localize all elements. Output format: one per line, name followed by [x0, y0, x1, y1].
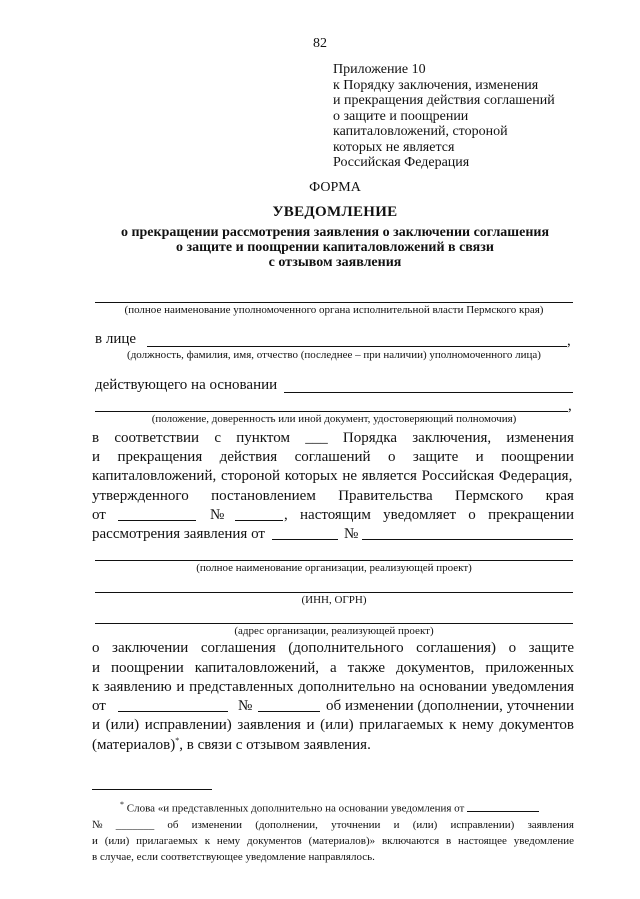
footnote-line-2: [92, 817, 574, 833]
word: заключения,: [412, 430, 492, 446]
footnote-number-blank[interactable]: _______: [115, 818, 155, 831]
subtitle-line: о защите и поощрении капиталовложений в связи: [176, 240, 494, 255]
word: и: [475, 449, 484, 465]
organization-field-line[interactable]: [95, 560, 573, 561]
comma: ,: [567, 333, 571, 349]
comma: ,: [568, 398, 572, 414]
word: №: [92, 818, 103, 831]
address-field-line[interactable]: [95, 623, 573, 624]
application-date-field[interactable]: [272, 539, 338, 540]
word: в: [92, 430, 100, 446]
person-field-line[interactable]: [147, 346, 567, 347]
appendix-line: к Порядку заключения, изменения: [333, 77, 539, 93]
footnote-date-blank[interactable]: [467, 799, 539, 812]
body-line-3: капиталовложений, стороной которых не является Российская Федерация,: [92, 468, 573, 484]
footnote-separator: [92, 789, 212, 790]
body-line-1: [92, 430, 574, 447]
clause-blank[interactable]: ___: [305, 430, 328, 446]
word: действия: [219, 449, 278, 465]
footnote: [92, 797, 574, 865]
appendix-line: которых не является: [333, 139, 455, 155]
word: об: [167, 818, 179, 831]
closing-line-4-from: от: [92, 698, 106, 714]
notice-number-field[interactable]: [258, 711, 320, 712]
word: исправлении): [450, 818, 515, 831]
word: постановлением: [211, 488, 316, 504]
form-label: ФОРМА: [309, 180, 361, 195]
word: (дополнении,: [255, 818, 318, 831]
appendix-line: Российская Федерация: [333, 155, 470, 170]
word: заявления: [527, 818, 574, 831]
body-line-5-from: от: [92, 507, 106, 523]
closing-line-1: о заключении соглашения (дополнительного соглашения) о защите: [92, 640, 574, 656]
closing-line-3: к заявлению и представленных дополнительно на основании уведомления: [92, 679, 574, 695]
word: изменения: [506, 430, 574, 446]
body-line-5-rest: , настоящим уведомляет о прекращении: [284, 507, 574, 523]
organization-caption: (полное наименование организации, реализующей проект): [196, 562, 472, 574]
word: защите: [412, 449, 459, 465]
appendix-line: капиталовложений, стороной: [333, 124, 508, 139]
word: Пермского: [455, 488, 524, 504]
word: поощрении: [501, 449, 574, 465]
word: и: [92, 449, 101, 465]
document-title: УВЕДОМЛЕНИЕ: [272, 204, 398, 220]
footnote-line-3: и (или) прилагаемых к нему документов (материалов)» включаются в настоящее уведомление: [92, 834, 574, 847]
body-line-2: [92, 449, 574, 466]
text: Слова «и представленных дополнительно на основании уведомления от: [124, 802, 465, 815]
footnote-line-1: [92, 797, 574, 817]
word: о: [387, 449, 396, 465]
closing-line-4-rest: об изменении (дополнении, уточнении: [326, 698, 574, 714]
word: Правительства: [338, 488, 433, 504]
word: соответствии: [114, 430, 200, 446]
appendix-block: [333, 62, 555, 171]
footnote-ref[interactable]: *: [175, 736, 180, 745]
word: и: [393, 818, 400, 831]
body-line-6: рассмотрения заявления от: [92, 526, 265, 542]
authority-caption: (полное наименование уполномоченного органа исполнительной власти Пермского края): [124, 304, 544, 316]
notice-date-field[interactable]: [118, 711, 228, 712]
word: с: [214, 430, 221, 446]
word: (или): [412, 818, 438, 831]
person-caption: (должность, фамилия, имя, отчество (последнее – при наличии) уполномоченного лица): [127, 349, 541, 361]
document-subtitle: [0, 225, 640, 270]
body-line-6-no: №: [344, 526, 359, 542]
word: Порядка: [342, 430, 398, 446]
body-line-5-no: №: [210, 507, 225, 523]
address-caption: (адрес организации, реализующей проект): [234, 625, 434, 637]
appendix-line: Приложение 10: [333, 62, 426, 77]
inn-field-line[interactable]: [95, 592, 573, 593]
word: изменении: [191, 818, 243, 831]
body-line-4: [92, 488, 574, 505]
subtitle-line: с отзывом заявления: [268, 255, 402, 270]
subtitle-line: о прекращении рассмотрения заявления о заключении соглашения: [120, 225, 550, 240]
acting-label: действующего на основании: [95, 377, 278, 393]
closing-line-6: [92, 736, 371, 754]
text: (материалов): [92, 737, 176, 753]
authority-field-line[interactable]: [95, 302, 573, 303]
footnote-mark: *: [120, 800, 124, 809]
resolution-date-field[interactable]: [118, 520, 196, 521]
inn-caption: (ИНН, ОГРН): [301, 594, 367, 606]
appendix-line: и прекращения действия соглашений: [333, 93, 555, 108]
application-number-field[interactable]: [362, 539, 573, 540]
basis-field-line[interactable]: [284, 392, 573, 393]
word: прекращения: [117, 449, 203, 465]
word: пунктом: [236, 430, 290, 446]
in-person-label: в лице: [95, 331, 137, 347]
text: , в связи с отзывом заявления.: [179, 737, 371, 753]
word: соглашений: [294, 449, 371, 465]
basis-field-line-2[interactable]: [95, 411, 568, 412]
closing-line-5: и (или) исправлении) заявления и (или) прилагаемых к нему документов: [92, 717, 574, 733]
page-number: 82: [313, 36, 327, 51]
word: утвержденного: [92, 488, 189, 504]
basis-caption: (положение, доверенность или иной документ, удостоверяющий полномочия): [151, 413, 517, 425]
closing-line-2: и поощрении капиталовложений, а также документов, приложенных: [92, 660, 574, 676]
appendix-line: о защите и поощрении: [333, 108, 469, 124]
footnote-line-4: в случае, если соответствующее уведомление направлялось.: [92, 850, 375, 863]
resolution-number-field[interactable]: [235, 520, 283, 521]
word: уточнении: [331, 818, 381, 831]
word: края: [545, 488, 574, 504]
closing-line-4-no: №: [238, 698, 253, 714]
